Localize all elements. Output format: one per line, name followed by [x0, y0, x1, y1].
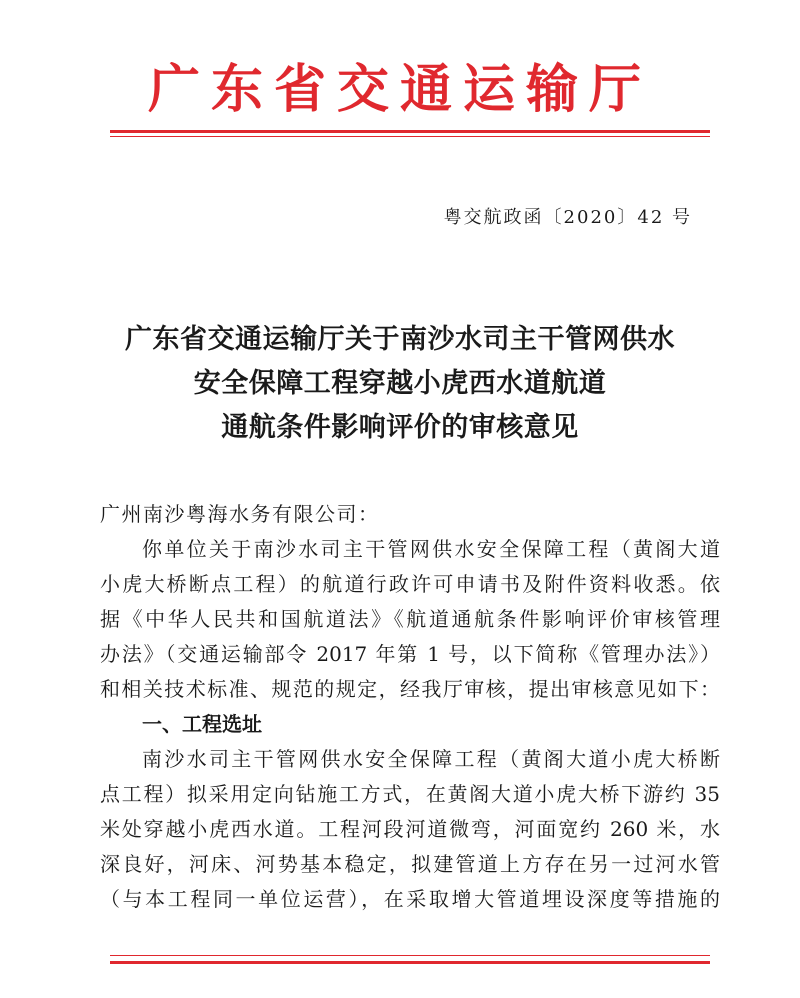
paragraph-2-line: 深良好，河床、河势基本稳定，拟建管道上方存在另一过河水管	[100, 852, 720, 876]
issuing-organization-header: 广东省交通运输厅	[147, 60, 652, 120]
title-line-2: 安全保障工程穿越小虎西水道航道	[193, 368, 607, 399]
paragraph-1-line: 小虎大桥断点工程）的航道行政许可申请书及附件资料收悉。依	[100, 572, 720, 596]
title-line-3: 通航条件影响评价的审核意见	[221, 412, 579, 443]
header-red-rule-thin	[110, 136, 710, 137]
paragraph-1-line: 据《中华人民共和国航道法》《航道通航条件影响评价审核管理	[100, 607, 720, 631]
paragraph-2-line: （与本工程同一单位运营），在采取增大管道埋设深度等措施的	[100, 887, 720, 911]
document-title	[90, 318, 710, 450]
addressee: 广州南沙粤海水务有限公司：	[100, 502, 380, 526]
header-red-rule-thick	[110, 130, 710, 133]
paragraph-2-line: 点工程）拟采用定向钻施工方式，在黄阁大道小虎大桥下游约 35	[100, 782, 720, 806]
paragraph-2-line: 米处穿越小虎西水道。工程河段河道微弯，河面宽约 260 米，水	[100, 817, 720, 841]
paragraph-1-line: 你单位关于南沙水司主干管网供水安全保障工程（黄阁大道	[142, 537, 720, 561]
document-body	[100, 497, 720, 917]
footer-red-rule-thin	[110, 955, 710, 956]
footer-red-rule-thick	[110, 961, 710, 964]
title-line-1: 广东省交通运输厅关于南沙水司主干管网供水	[125, 324, 675, 355]
paragraph-1-line: 和相关技术标准、规范的规定，经我厅审核，提出审核意见如下：	[100, 677, 720, 701]
section-heading-site-selection: 一、工程选址	[142, 712, 262, 736]
paragraph-1-line: 办法》（交通运输部令 2017 年第 1 号，以下简称《管理办法》）	[100, 642, 720, 666]
paragraph-2-line: 南沙水司主干管网供水安全保障工程（黄阁大道小虎大桥断	[142, 747, 720, 771]
document-number: 粤交航政函〔2020〕42 号	[443, 207, 692, 228]
